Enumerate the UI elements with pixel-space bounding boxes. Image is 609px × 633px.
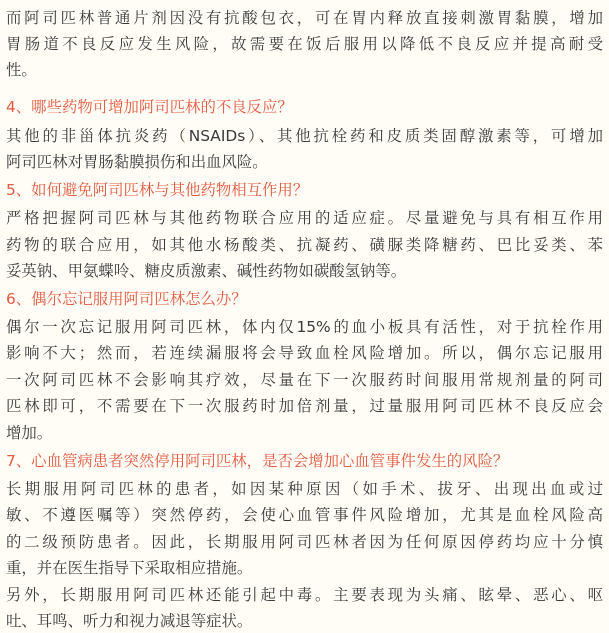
outro-line: 另外，长期服用阿司匹林还能引起中毒。主要表现为头痛、眩晕、恶心、呕 <box>6 586 603 604</box>
section-6-line: 偶尔一次忘记服用阿司匹林，体内仅15%的血小板具有活性，对于抗栓作用 <box>6 318 603 336</box>
section-6-line: 影响不大；然而，若连续漏服将会导致血栓风险增加。所以，偶尔忘记服用 <box>6 344 603 362</box>
intro-line: 性。 <box>6 61 37 79</box>
section-7-line: 敏、不遵医嘱等）突然停药，会使心血管事件风险增加，尤其是血栓风险高 <box>6 506 603 524</box>
section-7-line: 重，并在医生指导下采取相应措施。 <box>6 559 253 577</box>
section-6-line: 匹林即可，不需要在下一次服药时加倍剂量，过量服用阿司匹林不良反应会 <box>6 397 603 415</box>
outro-line: 吐、耳鸣、听力和视力减退等症状。 <box>6 612 253 630</box>
section-6-heading: 6、偶尔忘记服用阿司匹林怎么办？ <box>6 290 247 308</box>
section-7-line: 的二级预防患者。因此，长期服用阿司匹林者因为任何原因停药均应十分慎 <box>6 533 603 551</box>
section-4-line: 阿司匹林对胃肠黏膜损伤和出血风险。 <box>6 153 268 171</box>
section-7-heading: 7、心血管病患者突然停用阿司匹林，是否会增加心血管事件发生的风险？ <box>6 452 509 470</box>
section-5-line: 严格把握阿司匹林与其他药物联合应用的适应症。尽量避免与具有相互作用 <box>6 209 603 227</box>
section-4-line: 其他的非甾体抗炎药（NSAIDs）、其他抗栓药和皮质类固醇激素等，可增加 <box>6 127 603 145</box>
section-5-heading: 5、如何避免阿司匹林与其他药物相互作用？ <box>6 181 309 199</box>
section-7-line: 长期服用阿司匹林的患者，如因某种原因（如手术、拔牙、出现出血或过 <box>6 480 603 498</box>
section-5-line: 妥英钠、甲氨蝶呤、糖皮质激素、碱性药物如碳酸氢钠等。 <box>6 262 407 280</box>
section-6-line: 一次阿司匹林不会影响其疗效，尽量在下一次服药时间服用常规剂量的阿司 <box>6 371 603 389</box>
section-5-line: 药物的联合应用，如其他水杨酸类、抗凝药、磺脲类降糖药、巴比妥类、苯 <box>6 236 603 254</box>
intro-line: 而阿司匹林普通片剂因没有抗酸包衣，可在胃内释放直接刺激胃黏膜，增加 <box>6 9 603 27</box>
intro-line: 胃肠道不良反应发生风险，故需要在饭后服用以降低不良反应并提高耐受 <box>6 35 603 53</box>
section-4-heading: 4、哪些药物可增加阿司匹林的不良反应？ <box>6 98 293 116</box>
section-6-line: 增加。 <box>6 424 53 442</box>
